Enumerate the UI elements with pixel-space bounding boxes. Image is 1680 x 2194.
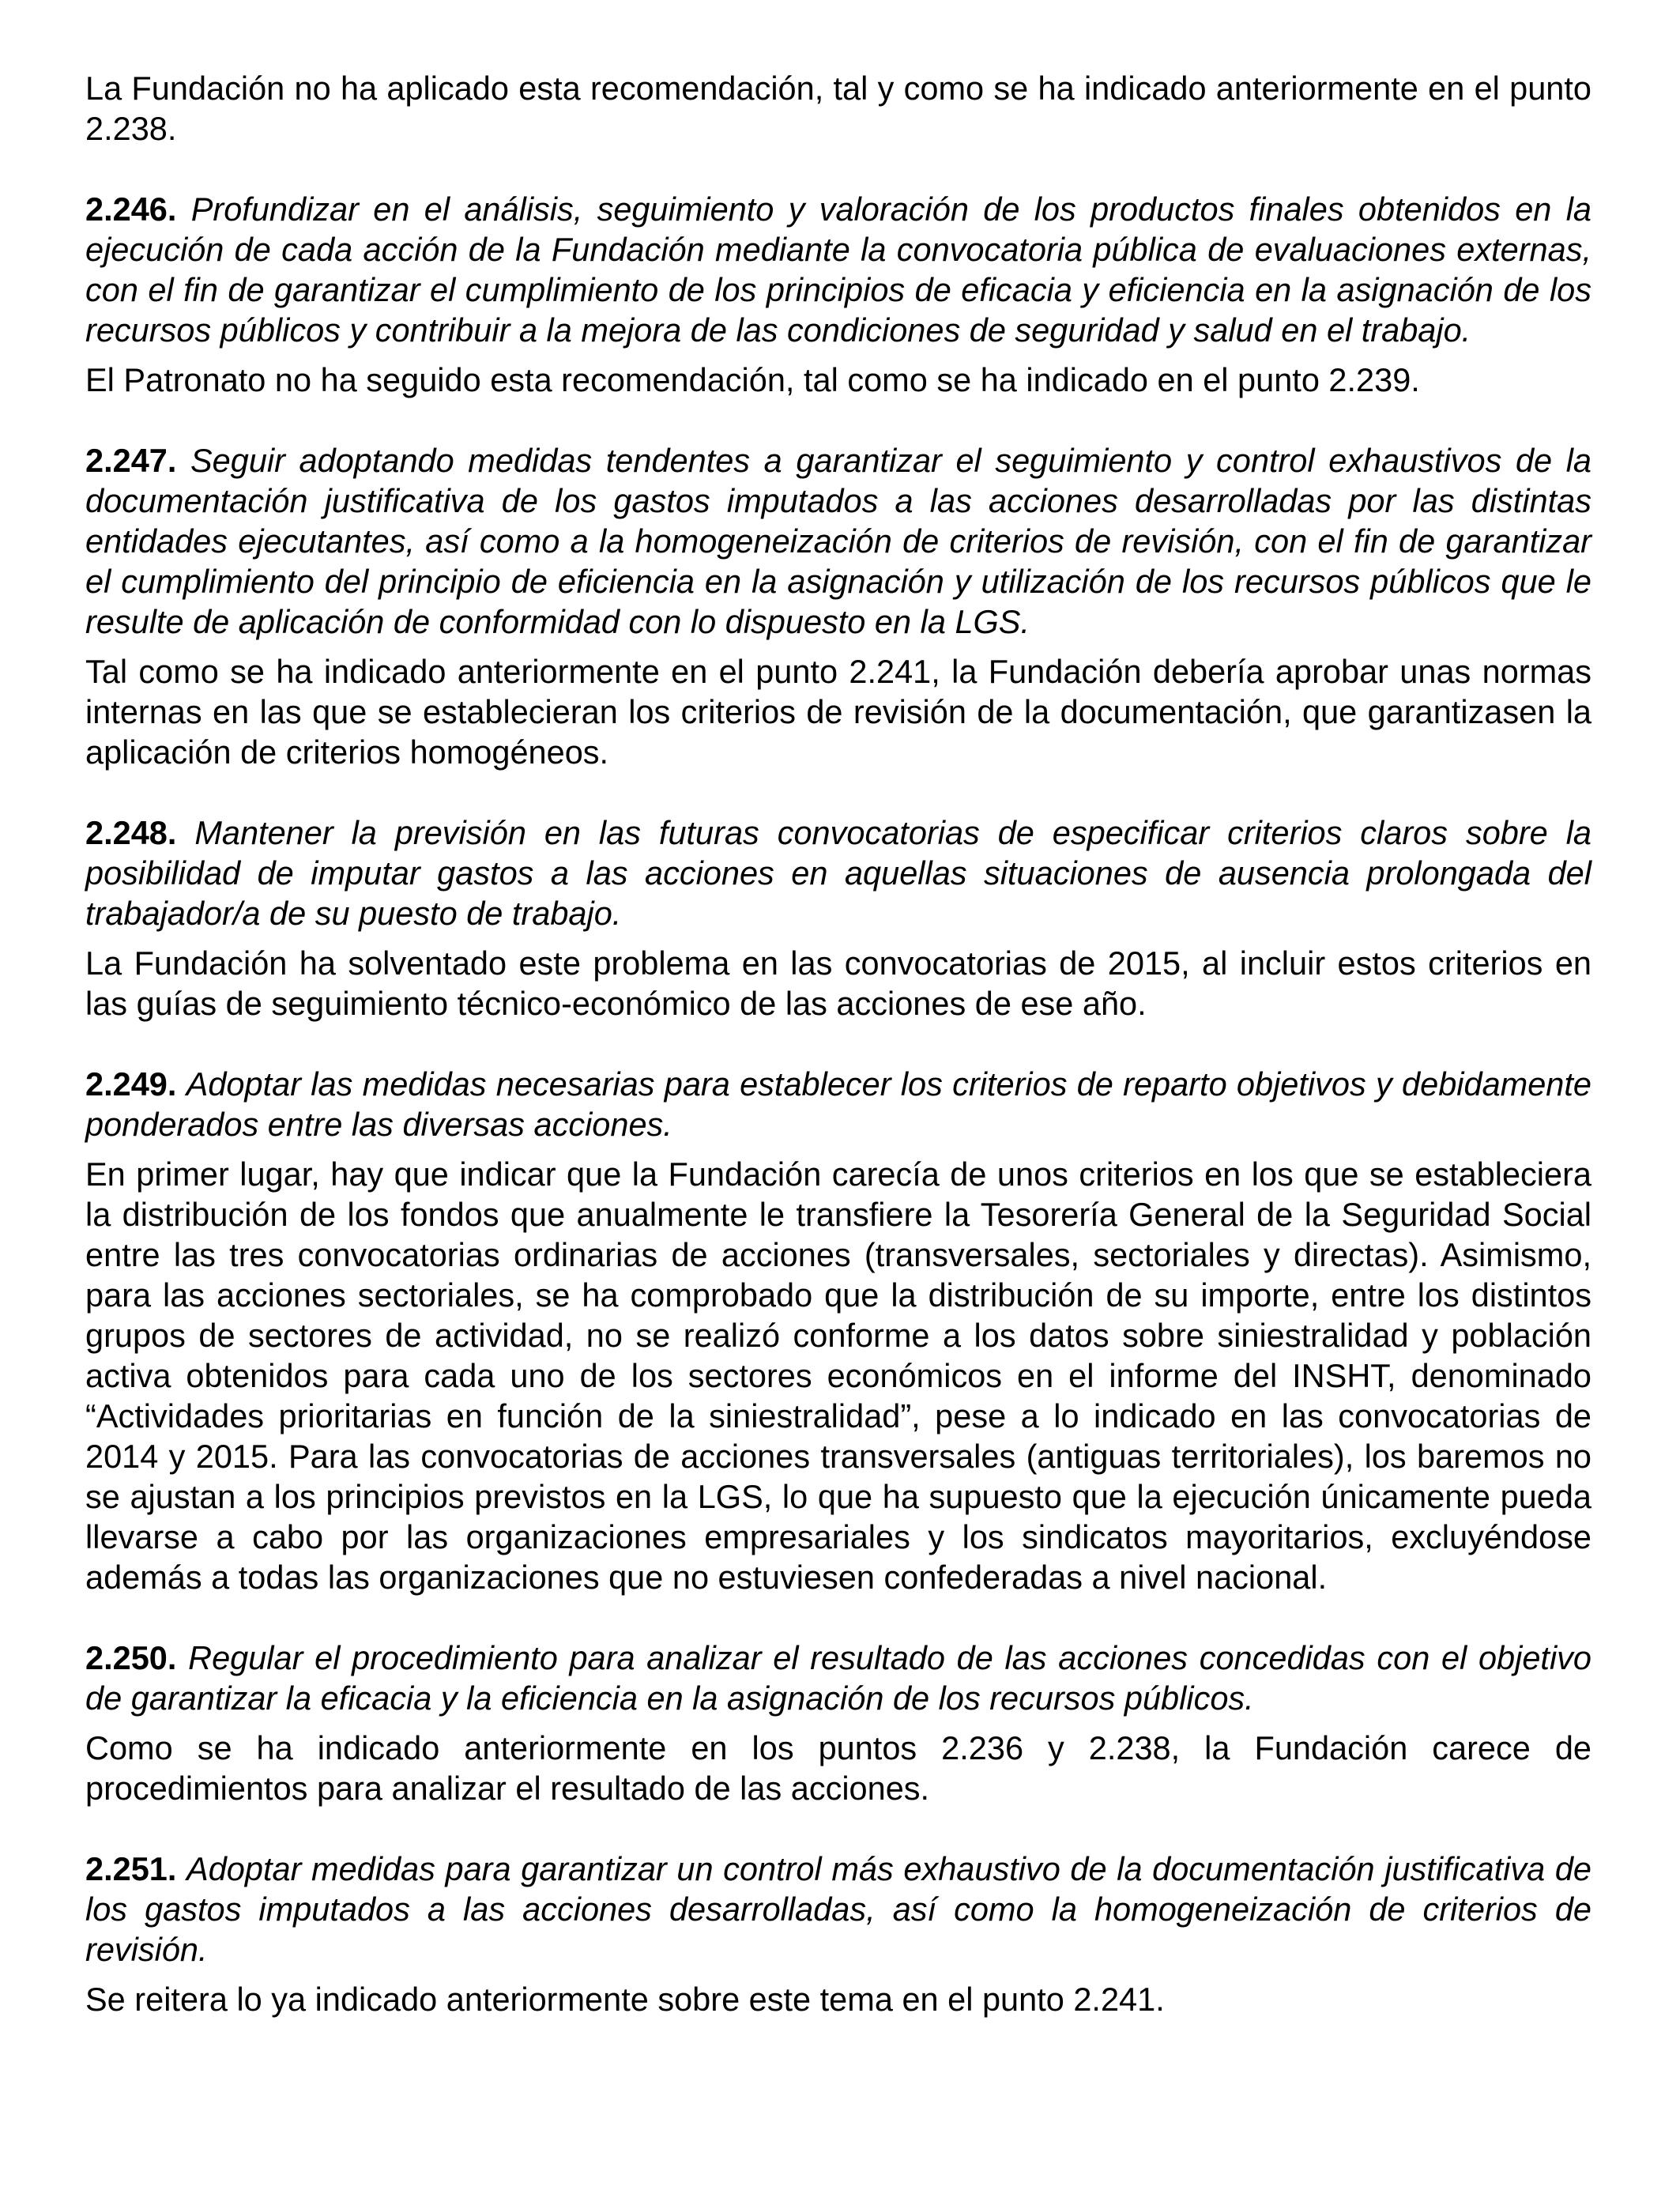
response-paragraph: La Fundación ha solventado este problema en las convocatorias de 2015, al incluir estos criterios en las guías de seguimiento técnico-económico de las acciones de ese año. (85, 944, 1591, 1022)
recommendation-2-246 (85, 189, 1591, 400)
recommendation-2-250 (85, 1638, 1591, 1808)
response-paragraph: Tal como se ha indicado anteriormente en el punto 2.241, la Fundación debería aprobar unas normas internas en las que se establecieran los criterios de revisión de la documentación, que garantizasen la aplicación de criterios homogéneos. (85, 653, 1591, 771)
recommendation-2-247 (85, 440, 1591, 772)
recommendation-text: Profundizar en el análisis, seguimiento y valoración de los productos finales obtenidos en la ejecución de cada acción de la Fundación mediante la convocatoria pública de evaluaciones externas, con el fin de garantizar el cumplimiento de los principios de eficacia y eficiencia en la asignación de los recursos públicos y contribuir a la mejora de las condiciones de seguridad y salud en el trabajo. (85, 190, 1592, 349)
recommendation-number: 2.251. (85, 1850, 177, 1887)
response-paragraph: El Patronato no ha seguido esta recomendación, tal como se ha indicado en el punto 2.239. (85, 361, 1420, 398)
recommendation-paragraph (85, 812, 1591, 933)
recommendation-number: 2.246. (85, 190, 177, 228)
intro-paragraph: La Fundación no ha aplicado esta recomendación, tal y como se ha indicado anteriormente en el punto 2.238. (85, 70, 1591, 147)
recommendation-number: 2.250. (85, 1639, 177, 1676)
recommendation-paragraph (85, 189, 1591, 350)
recommendation-number: 2.247. (85, 442, 177, 479)
recommendation-text: Adoptar medidas para garantizar un control más exhaustivo de la documentación justificativa de los gastos imputados a las acciones desarrolladas, así como la homogeneización de criterios de revisión. (85, 1850, 1592, 1968)
recommendation-2-248 (85, 812, 1591, 1023)
recommendation-text: Seguir adoptando medidas tendentes a garantizar el seguimiento y control exhaustivos de la documentación justificativa de los gastos imputados a las acciones desarrolladas por las distintas entidades ejecutantes, así como a la homogeneización de criterios de revisión, con el fin de garantizar el cumplimiento del principio de eficiencia en la asignación y utilización de los recursos públicos que le resulte de aplicación de conformidad con lo dispuesto en la LGS. (85, 442, 1591, 640)
response-paragraph: Se reitera lo ya indicado anteriormente sobre este tema en el punto 2.241. (85, 1981, 1165, 2018)
recommendation-paragraph (85, 1064, 1591, 1144)
recommendation-text: Adoptar las medidas necesarias para establecer los criterios de reparto objetivos y debidamente ponderados entre las diversas acciones. (85, 1065, 1591, 1143)
response-paragraph: Como se ha indicado anteriormente en los puntos 2.236 y 2.238, la Fundación carece de procedimientos para analizar el resultado de las acciones. (85, 1729, 1591, 1807)
recommendation-number: 2.248. (85, 814, 177, 851)
recommendation-paragraph (85, 440, 1591, 642)
response-paragraph: En primer lugar, hay que indicar que la Fundación carecía de unos criterios en los que se estableciera la distribución de los fondos que anualmente le transfiere la Tesorería General de la Seguridad Social entre las tres convocatorias ordinarias de acciones (transversales, sectoriales y directas). Asimismo, para las acciones sectoriales, se ha comprobado que la distribución de su importe, entre los distintos grupos de sectores de actividad, no se realizó conforme a los datos sobre siniestralidad y población activa obtenidos para cada uno de los sectores económicos en el informe del INSHT, denominado “Actividades prioritarias en función de la siniestralidad”, pese a lo indicado en las convocatorias de 2014 y 2015. Para las convocatorias de acciones transversales (antiguas territoriales), los baremos no se ajustan a los principios previstos en la LGS, lo que ha supuesto que la ejecución únicamente pueda llevarse a cabo por las organizaciones empresariales y los sindicatos mayoritarios, excluyéndose además a todas las organizaciones que no estuviesen confederadas a nivel nacional. (85, 1155, 1591, 1596)
recommendation-paragraph (85, 1849, 1591, 1970)
recommendation-text: Mantener la previsión en las futuras convocatorias de especificar criterios claros sobre la posibilidad de imputar gastos a las acciones en aquellas situaciones de ausencia prolongada del trabajador/a de su puesto de trabajo. (85, 814, 1591, 932)
recommendation-2-249 (85, 1064, 1591, 1597)
document-page (85, 68, 1591, 2019)
recommendation-2-251 (85, 1849, 1591, 2019)
recommendation-paragraph (85, 1638, 1591, 1718)
recommendation-text: Regular el procedimiento para analizar el resultado de las acciones concedidas con el objetivo de garantizar la eficacia y la eficiencia en la asignación de los recursos públicos. (85, 1639, 1591, 1717)
recommendation-number: 2.249. (85, 1065, 177, 1103)
